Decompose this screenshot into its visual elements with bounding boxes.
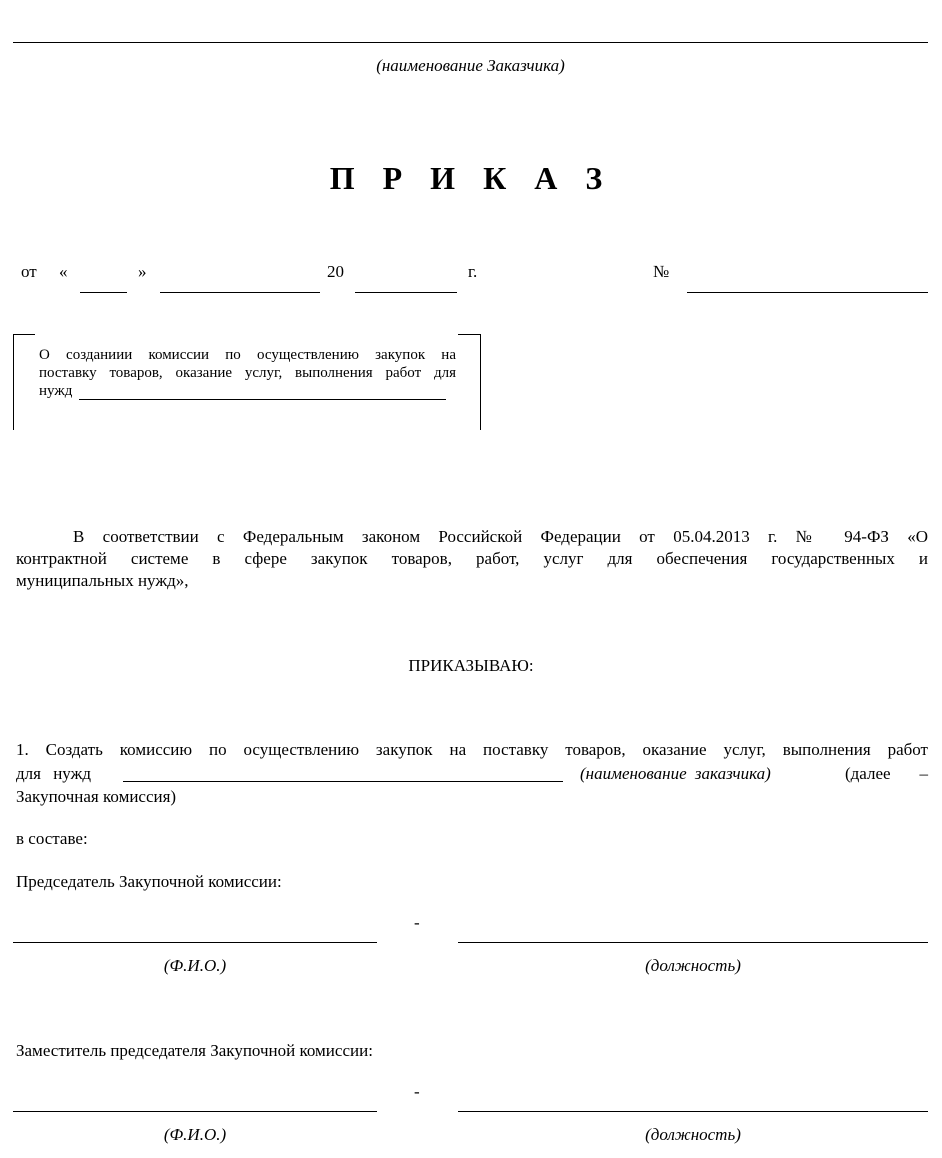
item1-line-1: 1. Создать комиссию по осуществлению закупок на поставку товаров, оказание услуг, выполнения работ (16, 740, 928, 759)
customer-name-line[interactable] (13, 42, 928, 43)
item1-customer-caption: (наименование заказчика) (580, 764, 771, 783)
preamble-line-2: контрактной системе в сфере закупок товаров, работ, услуг для обеспечения государственных и (16, 549, 928, 568)
number-field-line[interactable] (687, 292, 928, 293)
item1-for-needs: для нужд (16, 764, 91, 783)
chairman-position-caption: (должность) (645, 956, 741, 975)
deputy-position-line[interactable] (458, 1111, 928, 1112)
month-field-line[interactable] (160, 292, 320, 293)
chairman-name-caption: (Ф.И.О.) (163, 956, 227, 975)
date-quote-close: » (138, 262, 147, 281)
day-field-line[interactable] (80, 292, 127, 293)
number-sign: № (653, 262, 670, 281)
bracket-right-top (458, 334, 480, 335)
deputy-name-caption: (Ф.И.О.) (163, 1125, 227, 1144)
chairman-label: Председатель Закупочной комиссии: (16, 872, 282, 891)
bracket-left-side (13, 334, 14, 430)
deputy-name-line[interactable] (13, 1111, 377, 1112)
subject-line-1: О созданиии комиссии по осуществлению закупок на (39, 347, 456, 363)
chairman-position-line[interactable] (458, 942, 928, 943)
document-title: П Р И К А З (329, 160, 613, 196)
preamble-line-1: В соответствии с Федеральным законом Российской Федерации от 05.04.2013 г. № 94-ФЗ «О (73, 527, 928, 546)
item1-customer-field-line[interactable] (123, 781, 563, 782)
subject-needs-field-line[interactable] (79, 399, 446, 400)
subject-line-2: поставку товаров, оказание услуг, выполнения работ для (39, 365, 456, 381)
date-quote-open: « (59, 262, 68, 281)
bracket-right-side (480, 334, 481, 430)
preamble-line-3: муниципальных нужд», (16, 571, 189, 590)
composition-label: в составе: (16, 829, 88, 848)
date-from-label: от (21, 262, 37, 281)
item1-line-3: Закупочная комиссия) (16, 787, 177, 806)
date-century: 20 (327, 262, 344, 281)
order-word: ПРИКАЗЫВАЮ: (408, 656, 534, 675)
subject-line-3-label: нужд (39, 383, 73, 399)
customer-name-caption: (наименование Заказчика) (376, 56, 565, 75)
item1-further: (далее – (845, 764, 928, 783)
deputy-label: Заместитель председателя Закупочной комиссии: (16, 1041, 373, 1060)
deputy-position-caption: (должность) (645, 1125, 741, 1144)
chairman-name-line[interactable] (13, 942, 377, 943)
year-field-line[interactable] (355, 292, 457, 293)
deputy-dash: - (414, 1082, 420, 1101)
chairman-dash: - (414, 913, 420, 932)
date-year-suffix: г. (468, 262, 478, 281)
bracket-left-top (13, 334, 35, 335)
